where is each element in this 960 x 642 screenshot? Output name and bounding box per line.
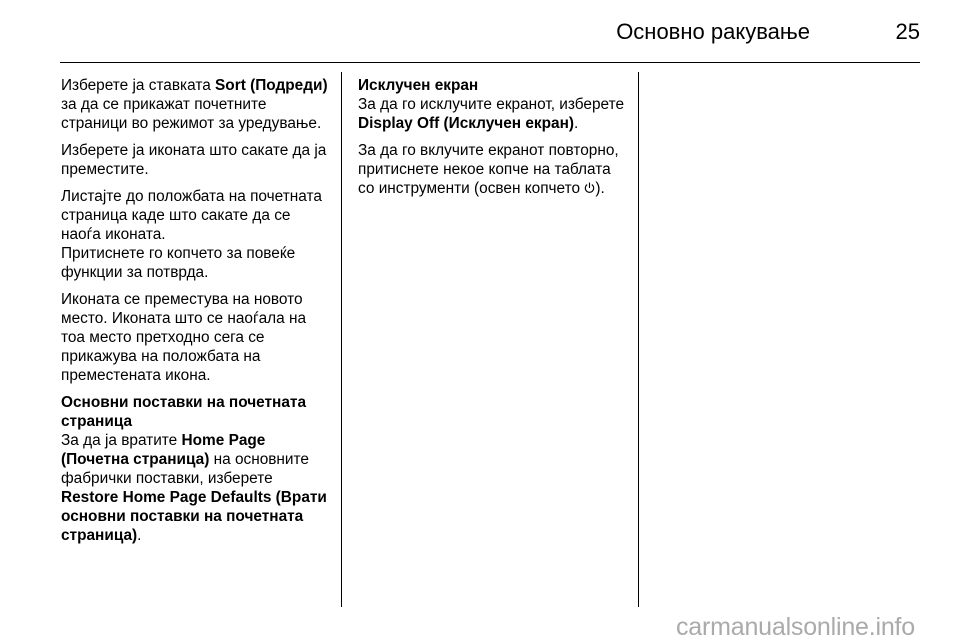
paragraph-display-on (358, 141, 626, 198)
text: на основните фабрички поставки, изберете (61, 451, 309, 487)
column-left (61, 76, 331, 553)
home-page-label: Home Page (Почетна страница) (61, 432, 266, 468)
paragraph-display-off (358, 95, 626, 133)
paragraph-select-icon: Изберете ја иконата што сакате да ја преместите. (61, 142, 327, 178)
column-divider-right (638, 72, 639, 607)
page-number: 25 (895, 19, 920, 44)
text: Притиснете го копчето за повеќе функции за потврда. (61, 245, 296, 281)
text: Изберете ја ставката (61, 77, 216, 94)
restore-defaults-label: Restore Home Page Defaults (Врати основни поставки на почетната страница) (61, 489, 327, 544)
header-rule (60, 62, 920, 63)
section-heading-home-defaults: Основни поставки на почетната страница (61, 394, 307, 430)
text: Листајте до положбата на почетната страница каде што сакате да се наоѓа иконата. (61, 188, 322, 243)
text: ). (595, 180, 605, 197)
text: за да се прикажат почетните страници во режимот за уредување. (61, 96, 322, 132)
text: . (574, 115, 579, 132)
page-title: Основно ракување (616, 19, 810, 44)
section-heading-display-off: Исклучен екран (358, 77, 479, 94)
paragraph-icon-moved: Иконата се преместува на новото место. Иконата што се наоѓала на тоа место претходно сега се прикажува на положбата на преместената икона. (61, 291, 307, 384)
text: . (137, 527, 142, 544)
text: За да го исклучите екранот, изберете (358, 96, 625, 113)
paragraph-sort (61, 76, 331, 133)
column-divider-left (341, 72, 342, 607)
paragraph-scroll (61, 187, 331, 282)
column-middle (358, 76, 626, 206)
sort-label: Sort (Подреди) (215, 77, 328, 94)
text: За да ја вратите (61, 432, 182, 449)
watermark: carmanualsonline.info (676, 613, 916, 641)
text: За да го вклучите екранот повторно, притиснете некое копче на таблата со инструменти (освен копчето (358, 142, 619, 197)
paragraph-restore (61, 431, 331, 545)
power-icon (584, 182, 595, 194)
display-off-label: Display Off (Исклучен екран) (358, 115, 575, 132)
